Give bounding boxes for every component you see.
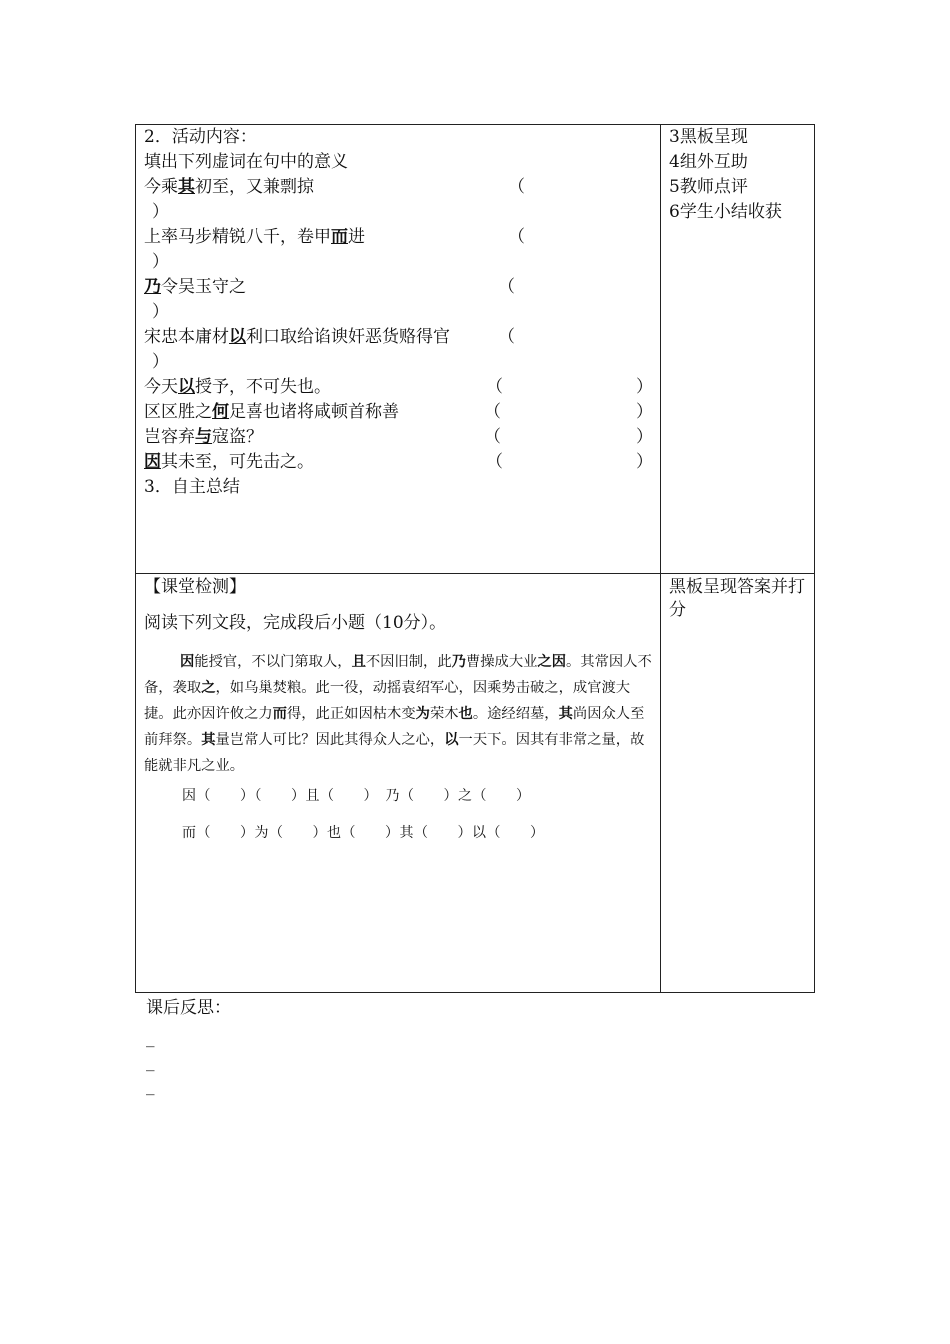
highlight-word: 为 bbox=[415, 706, 430, 722]
exercise-item bbox=[144, 376, 331, 398]
sentence-text: 寇盗？ bbox=[212, 427, 263, 447]
answer-row-2: 而（ ）为（ ）也（ ）其（ ）以（ ） bbox=[182, 825, 545, 841]
target-word: 而 bbox=[331, 227, 348, 247]
passage-text: 荣木 bbox=[429, 706, 459, 722]
steps-cell bbox=[660, 124, 815, 574]
reflection-blank-2: _ bbox=[146, 1052, 155, 1072]
step-item: 4组外互助 bbox=[669, 152, 748, 172]
passage-text: 量岂常人可比？因此其得众人之心， bbox=[215, 732, 445, 748]
side-note: 黑板呈现答案并打分 bbox=[669, 577, 805, 620]
passage-text: 不因旧制，此 bbox=[365, 654, 452, 670]
answer-paren-close: ） bbox=[636, 377, 653, 397]
sentence-text: 岂容弃 bbox=[144, 427, 195, 447]
target-word: 其 bbox=[178, 177, 195, 197]
answer-paren-open: （ bbox=[508, 227, 525, 247]
exercise-item bbox=[144, 326, 450, 348]
passage-text: 得，此正如因枯木变 bbox=[286, 706, 416, 722]
target-word: 何 bbox=[212, 402, 229, 422]
reflection-blank-1: _ bbox=[146, 1028, 155, 1048]
passage bbox=[144, 649, 654, 779]
passage-text: 一天下。因其有非常之量，故能就非凡之业。 bbox=[144, 732, 645, 774]
sentence-text: 上率马步精锐八千，卷甲 bbox=[144, 227, 331, 247]
answer-paren-open: （ bbox=[498, 327, 515, 347]
sentence-text: 利口取给谄谀奸恶货赂得官 bbox=[246, 327, 450, 347]
answer-paren-open: （ bbox=[498, 277, 515, 297]
exercise-item bbox=[144, 426, 263, 448]
highlight-word: 其 bbox=[558, 706, 573, 722]
answer-paren-close: ） bbox=[152, 302, 169, 322]
sentence-text: 授予，不可失也。 bbox=[195, 377, 331, 397]
exercise-item bbox=[144, 401, 399, 423]
summary-heading: 3．自主总结 bbox=[144, 477, 240, 497]
sentence-text: 宋忠本庸材 bbox=[144, 327, 229, 347]
activity-cell bbox=[135, 124, 661, 574]
answer-paren-close: ） bbox=[636, 402, 653, 422]
sentence-text: 进 bbox=[348, 227, 365, 247]
sentence-text: 今天 bbox=[144, 377, 178, 397]
passage-text: ，如乌巢焚粮。此一役，动摇袁绍军心，因乘势击破之，成官渡大捷。此亦因许攸之力 bbox=[144, 680, 631, 722]
highlight-word: 因 bbox=[180, 654, 195, 670]
answer-row-1: 因（ ）（ ）且（ ） 乃（ ）之（ ） bbox=[182, 788, 531, 804]
instruction: 填出下列虚词在句中的意义 bbox=[144, 152, 348, 172]
sentence-text: 足喜也诸将咸顿首称善 bbox=[229, 402, 399, 422]
test-side-cell bbox=[660, 573, 815, 993]
reflection-blank-3: _ bbox=[146, 1076, 155, 1096]
passage-text: 能授官，不以门第取人， bbox=[194, 654, 352, 670]
answer-paren-open: （ bbox=[484, 427, 501, 447]
step-item: 3黑板呈现 bbox=[669, 127, 748, 147]
answer-paren-open: （ bbox=[486, 452, 503, 472]
highlight-word: 之 bbox=[201, 680, 216, 696]
answer-paren-close: ） bbox=[636, 452, 653, 472]
section-heading: 2．活动内容： bbox=[144, 127, 257, 147]
passage-text: 曹操成大业 bbox=[465, 654, 538, 670]
highlight-word: 之因 bbox=[537, 654, 567, 670]
test-cell bbox=[135, 573, 661, 993]
passage-text: 尚因众人至前拜祭。 bbox=[144, 706, 645, 748]
highlight-word: 而 bbox=[272, 706, 287, 722]
highlight-word: 其 bbox=[201, 732, 216, 748]
highlight-word: 以 bbox=[444, 732, 459, 748]
reflection-label: 课后反思： bbox=[146, 998, 231, 1018]
answer-paren-open: （ bbox=[484, 402, 501, 422]
highlight-word: 也 bbox=[458, 706, 473, 722]
highlight-word: 乃 bbox=[451, 654, 466, 670]
sentence-text: 今乘 bbox=[144, 177, 178, 197]
answer-paren-close: ） bbox=[152, 202, 169, 222]
target-word: 以 bbox=[178, 377, 195, 397]
exercise-item bbox=[144, 276, 246, 298]
lesson-table bbox=[135, 124, 815, 993]
target-word: 乃 bbox=[144, 277, 161, 297]
step-item: 6学生小结收获 bbox=[669, 202, 782, 222]
step-item: 5教师点评 bbox=[669, 177, 748, 197]
exercise-item bbox=[144, 176, 314, 198]
sentence-text: 令吴玉守之 bbox=[161, 277, 246, 297]
passage-text: 。途经绍墓， bbox=[472, 706, 559, 722]
target-word: 与 bbox=[195, 427, 212, 447]
answer-paren-open: （ bbox=[486, 377, 503, 397]
answer-paren-close: ） bbox=[152, 252, 169, 272]
target-word: 因 bbox=[144, 452, 161, 472]
highlight-word: 且 bbox=[351, 654, 366, 670]
test-title: 【课堂检测】 bbox=[144, 577, 246, 597]
answer-paren-close: ） bbox=[636, 427, 653, 447]
sentence-text: 初至，又兼剽掠 bbox=[195, 177, 314, 197]
sentence-text: 其未至，可先击之。 bbox=[161, 452, 314, 472]
test-instruction: 阅读下列文段，完成段后小题（10分）。 bbox=[144, 613, 447, 633]
answer-paren-open: （ bbox=[508, 177, 525, 197]
answer-paren-close: ） bbox=[152, 352, 169, 372]
passage-text: 。其常因人不备，袭取 bbox=[144, 654, 652, 696]
sentence-text: 区区胜之 bbox=[144, 402, 212, 422]
target-word: 以 bbox=[229, 327, 246, 347]
exercise-item bbox=[144, 451, 314, 473]
exercise-item bbox=[144, 226, 365, 248]
